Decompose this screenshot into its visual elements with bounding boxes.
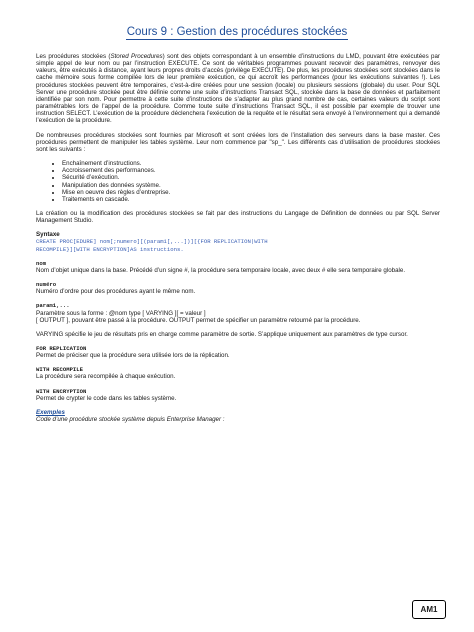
numero-keyword: numéro xyxy=(36,281,57,289)
replication-description: Permet de préciser que la procédure sera utilisée lors de la réplication. xyxy=(36,352,230,360)
recompile-description: La procédure sera recompilée à chaque exécution. xyxy=(36,373,176,381)
nom-keyword: nom xyxy=(36,259,47,267)
numero-description: Numéro d’ordre pour des procédures ayant le même nom. xyxy=(36,288,196,296)
syntax-line-1: CREATE PROC[EDURE] nom[;numero][(param1[,...])][{FOR REPLICATION|WITH xyxy=(36,238,268,246)
param-line-3: VARYING spécifie le jeu de résultats pris en charge comme paramètre de sortie. S’applique uniquement aux paramètres de type cursor. xyxy=(36,330,408,338)
param-keyword: param1,... xyxy=(36,302,70,310)
intro-term-stored-procedures: Stored Procedures xyxy=(110,53,163,60)
recompile-block xyxy=(36,366,440,380)
replication-block xyxy=(36,345,440,359)
examples-label: Exemples xyxy=(36,408,65,416)
list-item: • Mise en oeuvre des règles d’entreprise. xyxy=(62,189,440,196)
numero-block xyxy=(36,281,440,295)
nom-block xyxy=(36,260,440,274)
recompile-keyword: WITH RECOMPILE xyxy=(36,366,83,374)
syntax-label: Syntaxe xyxy=(36,231,60,239)
param-line-1: Paramètre sous la forme : @nom type [ VARYING ][ = valeur ] xyxy=(36,309,206,317)
page-title: Cours 9 : Gestion des procédures stockées xyxy=(126,26,348,38)
list-item: • Manipulation des données système. xyxy=(62,182,440,189)
syntax-line-2: RECOMPILE}][WITH ENCRYPTION]AS instructions. xyxy=(36,245,184,253)
list-item: • Traitements en cascade. xyxy=(62,196,440,203)
examples-block xyxy=(36,409,440,423)
intro-paragraph-2: De nombreuses procédures stockées sont fournies par Microsoft et sont créées lors de l’installation des serveurs dans la base master. Ces procédures permettent de manipuler les tables système. Leur nom commence par "sp_". Les différents cas d’utilisation de procédures stockées sont les suivants : xyxy=(36,131,440,153)
encryption-keyword: WITH ENCRYPTION xyxy=(36,387,87,395)
param-block xyxy=(36,302,440,338)
intro-paragraph-1 xyxy=(36,53,440,125)
document-body xyxy=(36,53,440,430)
replication-keyword: FOR REPLICATION xyxy=(36,345,87,352)
intro-text-b: ) sont des objets correspondant à un ensemble d’instructions du LMD, pouvant être exécutées par simple appel de leur nom ou par l’instruction EXECUTE. Ce sont de véritables programmes pouvant recevoir des paramètres, renvoyer des valeurs, être exécutés à distance, ayant leurs propres droits d’accès (privilège EXECUTE). De plus, les procédures stockées sont stockées dans le cache mémoire sous forme compilée lors de leur première exécution, ce qui accroît les performances (pour les exécutions suivantes !). Les procédures stockées peuvent être temporaires, c’est-à-dire créées pour une session (locale) ou plusieurs sessions (globale) du user. Pour SQL Server une procédure stockée peut être définie comme une suite d’instructions Transact SQL, stockée dans la base de données et parfaitement identifiée par son nom. Pour permettre à cette suite d’instructions de s’adapter au plus grand nombre de cas, certaines valeurs du script sont paramétrables lors de l’appel de la procédure. Comme toute suite d’instructions Transact SQL, il est possible par exemple de trouver une instruction SELECT. L’exécution de la procédure déclenchera l’exécution de la requête et le résultat sera envoyé à l’environnement qui a demandé l’exécution de la procédure. xyxy=(36,53,440,125)
examples-description: Code d’une procédure stockée système depuis Enterprise Manager : xyxy=(36,416,225,424)
param-line-2: [ OUTPUT ], pouvant être passé à la procédure. OUTPUT permet de spécifier un paramètre retourné par la procédure. xyxy=(36,316,361,324)
encryption-block xyxy=(36,388,440,402)
page-badge: AM1 xyxy=(412,600,446,619)
nom-description: Nom d’objet unique dans la base. Précédé d’un signe #, la procédure sera temporaire locale, avec deux # elle sera temporaire globale. xyxy=(36,266,406,274)
list-item: • Accroissement des performances. xyxy=(62,167,440,174)
intro-text-a: Les procédures stockées ( xyxy=(36,53,111,60)
list-item: • Sécurité d’exécution. xyxy=(62,174,440,181)
title-container xyxy=(0,22,474,40)
uses-list xyxy=(36,160,440,203)
ddl-paragraph: La création ou la modification des procédures stockées se fait par des instructions du Langage de Définition de données ou par SQL Server Management Studio. xyxy=(36,209,440,225)
list-item: • Enchaînement d’instructions. xyxy=(62,160,440,167)
encryption-description: Permet de crypter le code dans les tables système. xyxy=(36,394,177,402)
syntax-block xyxy=(36,231,440,252)
